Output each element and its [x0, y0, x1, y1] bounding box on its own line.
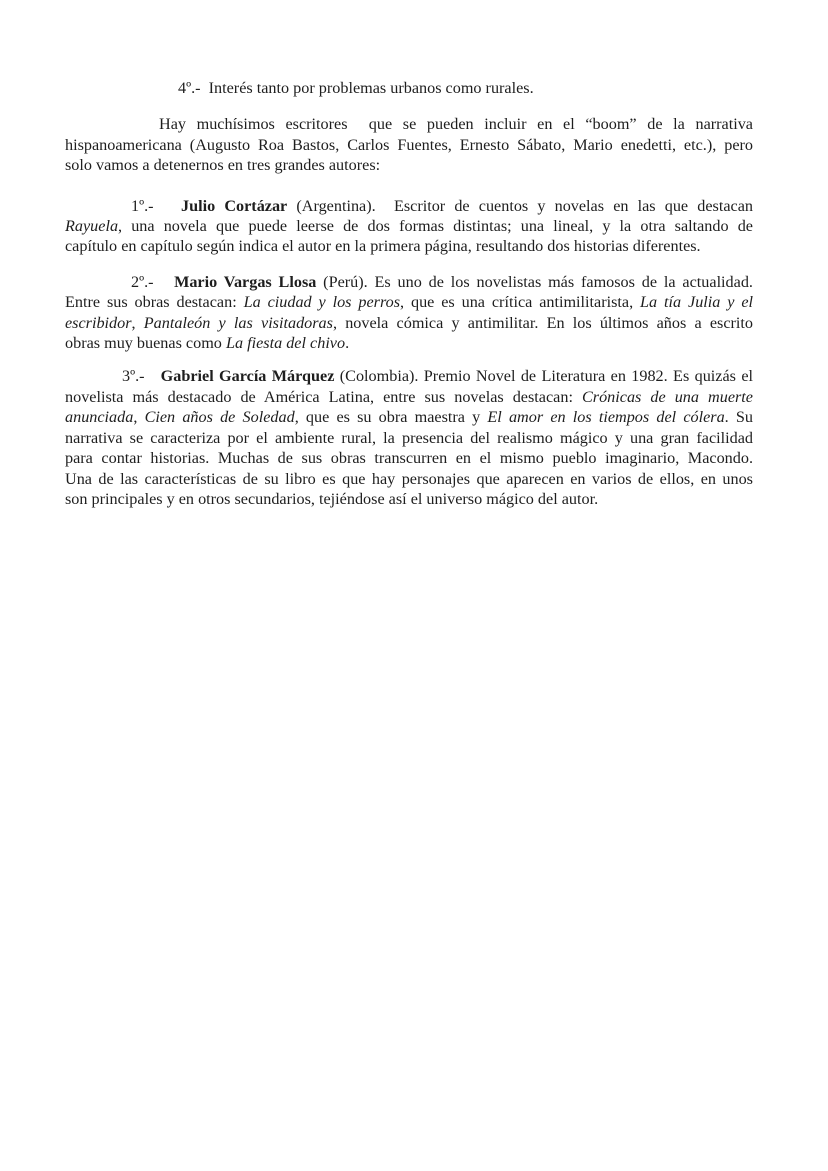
text-line	[65, 366, 753, 386]
text-run: escribidor	[65, 313, 132, 332]
text-run: 1º.-	[131, 196, 181, 215]
paragraph-mario-vargas-llosa	[65, 272, 753, 354]
text-line	[65, 155, 753, 175]
text-run: novelista más destacado de América Latina, entre sus novelas destacan:	[65, 387, 582, 406]
text-run: Pantaleón y las visitadoras	[143, 313, 333, 332]
text-line	[65, 469, 753, 489]
text-run: para contar historias. Muchas de sus obras transcurren en el mismo pueblo imaginario, Macondo.	[65, 449, 753, 468]
paragraph-boom-intro	[65, 114, 753, 175]
text-run: . Su	[724, 408, 753, 427]
text-line	[65, 114, 753, 134]
text-run: La ciudad y los perros	[243, 293, 401, 312]
text-line	[65, 333, 753, 353]
text-run: , una novela que puede leerse de dos formas distintas; una lineal, y la otra saltando de	[118, 217, 753, 236]
text-run: (Perú). Es uno de los novelistas más famosos de la actualidad.	[316, 272, 753, 291]
text-run: , novela cómica y antimilitar. En los últimos años a escrito	[332, 313, 754, 332]
text-body	[65, 78, 753, 509]
text-line	[65, 428, 753, 448]
text-run: obras muy buenas como	[65, 334, 226, 353]
text-run: capítulo en capítulo según indica el autor en la primera página, resultando dos historias diferentes.	[65, 237, 701, 256]
line-item-4	[65, 78, 753, 98]
text-run: La tía Julia y el	[640, 293, 754, 312]
text-run: Crónicas de una muerte	[581, 387, 753, 406]
text-run: (Argentina). Escritor de cuentos y novelas en las que destacan	[287, 196, 753, 215]
text-run: Gabriel García Márquez	[160, 367, 335, 386]
text-run: La fiesta del chivo	[225, 334, 346, 353]
text-run: ,	[131, 313, 144, 332]
text-run: .	[345, 334, 350, 353]
text-run: (Colombia). Premio Novel de Literatura en 1982. Es quizás el	[334, 367, 753, 386]
text-run: hispanoamericana (Augusto Roa Bastos, Carlos Fuentes, Ernesto Sábato, Mario enedetti, etc.), pero	[65, 135, 753, 154]
text-line	[65, 135, 753, 155]
text-line	[65, 236, 753, 256]
paragraph-gabriel-garcia-marquez	[65, 366, 753, 509]
text-run: son principales y en otros secundarios, tejiéndose así el universo mágico del autor.	[65, 489, 599, 508]
text-line	[65, 387, 753, 407]
text-line	[65, 216, 753, 236]
text-line	[65, 489, 753, 509]
text-line	[65, 272, 753, 292]
text-run: 3º.-	[122, 367, 161, 386]
text-run: narrativa se caracteriza por el ambiente rural, la presencia del realismo mágico y una gran facilidad	[65, 428, 753, 447]
text-run: Entre sus obras destacan:	[65, 293, 244, 312]
text-run: anunciada	[65, 408, 134, 427]
text-run: Hay muchísimos escritores que se pueden incluir en el “boom” de la narrativa	[159, 115, 753, 134]
text-line	[65, 292, 753, 312]
text-line	[65, 196, 753, 216]
text-run: 4º.- Interés tanto por problemas urbanos como rurales.	[178, 79, 534, 97]
text-line	[65, 313, 753, 333]
text-line	[65, 448, 753, 468]
text-run: El amor en los tiempos del cólera	[487, 408, 725, 427]
text-run: 2º.-	[131, 272, 175, 291]
text-run: solo vamos a detenernos en tres grandes autores:	[65, 156, 381, 175]
text-run: ,	[133, 408, 145, 427]
text-line	[65, 78, 753, 98]
text-run: Cien años de Soledad	[144, 408, 295, 427]
text-run: , que es una crítica antimilitarista,	[400, 293, 641, 312]
paragraph-julio-cortazar	[65, 196, 753, 257]
text-line	[65, 407, 753, 427]
text-run: Una de las características de su libro es que hay personajes que aparecen en varios de ellos, en unos	[65, 469, 753, 488]
text-run: , que es su obra maestra y	[294, 408, 488, 427]
text-run: Mario Vargas Llosa	[174, 272, 317, 291]
text-run: Julio Cortázar	[181, 196, 288, 215]
text-run: Rayuela	[65, 217, 119, 236]
